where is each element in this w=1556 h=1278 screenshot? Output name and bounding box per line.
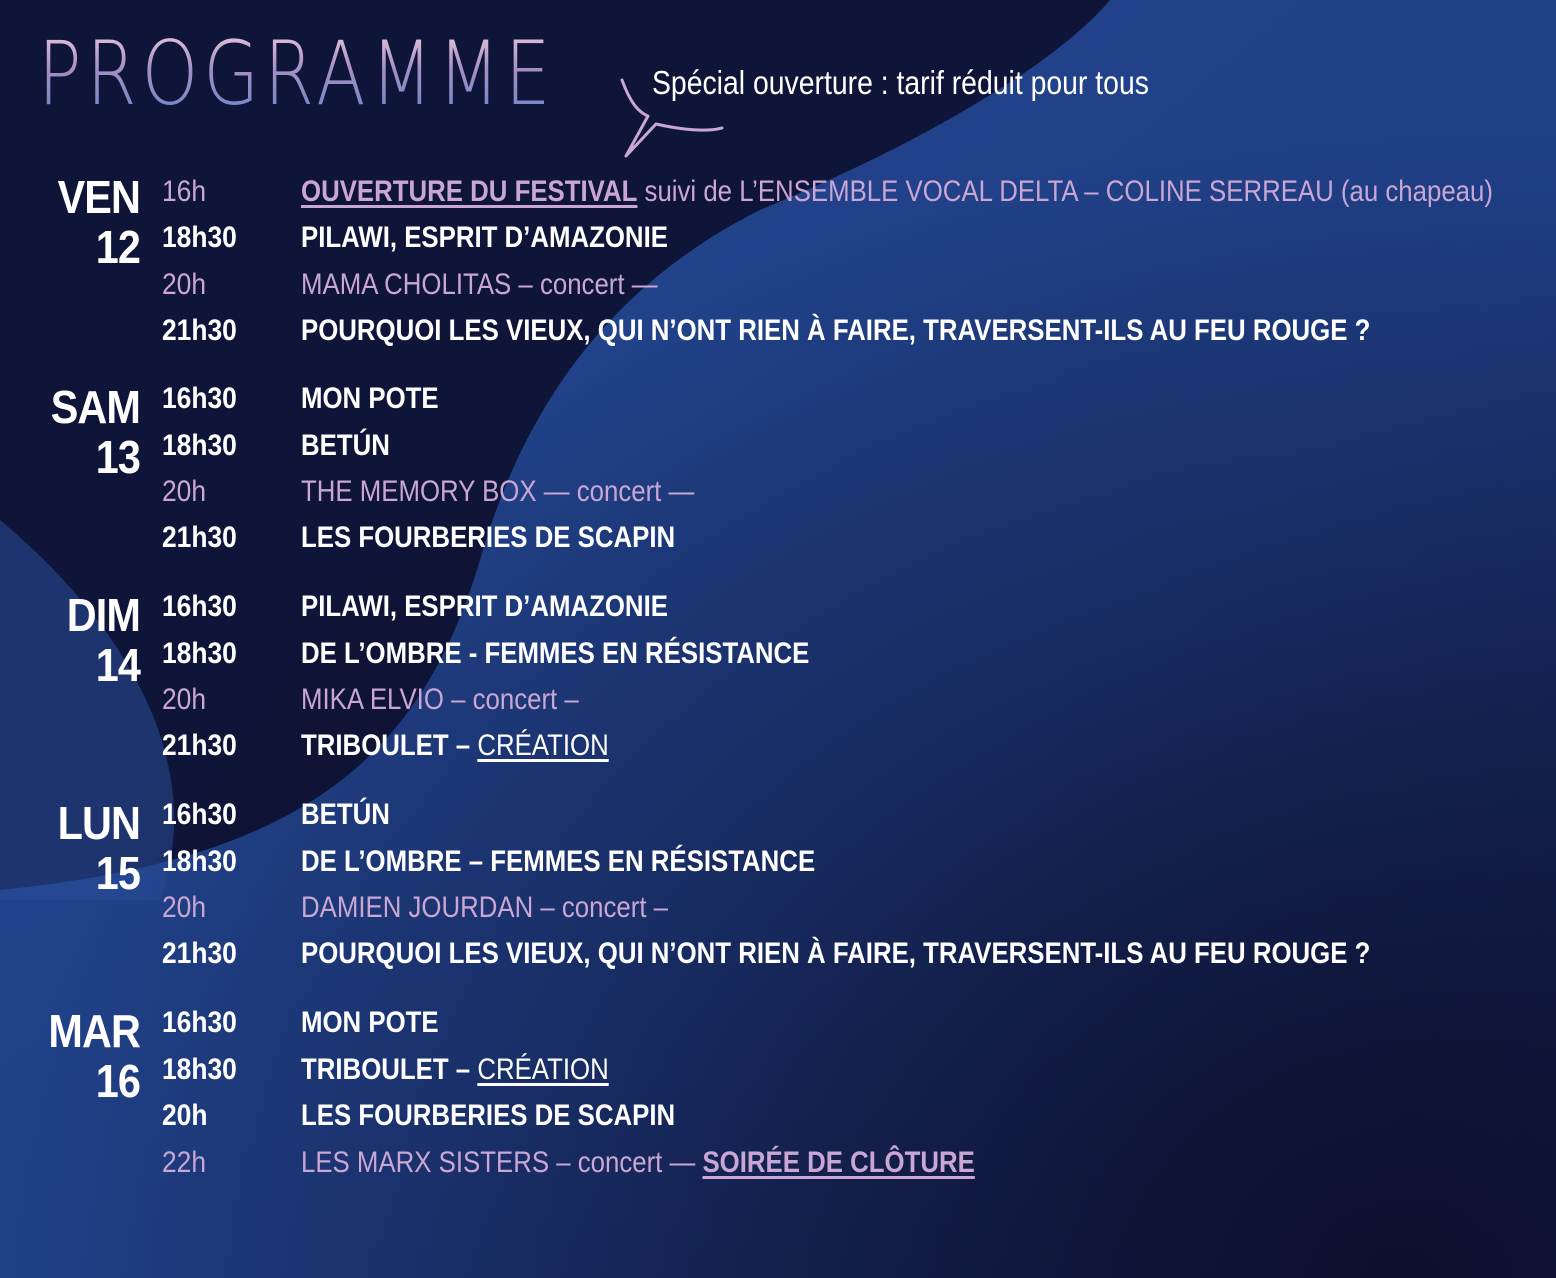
event-title: POURQUOI LES VIEUX, QUI N’ONT RIEN À FAIRE, TRAVERSENT-ILS AU FEU ROUGE ? — [301, 937, 1371, 970]
event-title: PILAWI, ESPRIT D’AMAZONIE — [301, 221, 668, 254]
event-time: 20h — [162, 683, 207, 716]
event-time: 18h30 — [162, 845, 237, 878]
creation-tag: CRÉATION — [477, 729, 609, 762]
event-detail: – concert — — [511, 268, 658, 301]
day-label — [14, 798, 140, 898]
event-title — [301, 888, 668, 928]
day-name: VEN — [57, 171, 140, 223]
day-number: 13 — [95, 431, 140, 483]
day-number: 15 — [95, 847, 140, 899]
event-time: 21h30 — [162, 729, 237, 762]
event-time: 21h30 — [162, 314, 237, 347]
event-title: LES FOURBERIES DE SCAPIN — [301, 521, 676, 554]
event-time: 20h — [162, 1099, 208, 1132]
event-time: 16h30 — [162, 798, 237, 831]
event-detail: suivi de L’ENSEMBLE VOCAL DELTA – COLINE SERREAU (au chapeau) — [637, 175, 1493, 208]
creation-tag: CRÉATION — [477, 1053, 609, 1086]
event-time: 21h30 — [162, 937, 237, 970]
event-detail: — concert — — [536, 475, 695, 508]
day-name: SAM — [50, 381, 141, 433]
event-title — [301, 1143, 975, 1183]
event-name: LES MARX SISTERS — [301, 1146, 550, 1179]
event-title — [301, 265, 658, 305]
page-title: PROGRAMME — [38, 22, 556, 125]
day-name: LUN — [57, 797, 140, 849]
event-time: 21h30 — [162, 521, 237, 554]
day-label — [14, 1006, 140, 1106]
event-name: TRIBOULET — [301, 729, 449, 762]
event-title — [301, 726, 609, 766]
event-time: 16h30 — [162, 590, 237, 623]
event-title: BETÚN — [301, 429, 390, 462]
event-title: MON POTE — [301, 382, 439, 415]
event-title — [301, 1050, 609, 1090]
day-number: 14 — [95, 639, 140, 691]
event-time: 18h30 — [162, 637, 237, 670]
event-detail: – concert — — [549, 1146, 703, 1179]
special-offer-text: Spécial ouverture : tarif réduit pour tous — [652, 64, 1149, 101]
event-title — [301, 172, 1493, 212]
event-name: OUVERTURE DU FESTIVAL — [301, 175, 638, 208]
day-name: DIM — [66, 589, 140, 641]
event-separator: – — [448, 1053, 478, 1086]
event-title — [301, 472, 694, 512]
event-title: PILAWI, ESPRIT D’AMAZONIE — [301, 590, 668, 623]
event-time: 16h30 — [162, 382, 237, 415]
event-time: 18h30 — [162, 221, 237, 254]
event-time: 20h — [162, 268, 207, 301]
event-time: 20h — [162, 891, 207, 924]
event-time: 18h30 — [162, 429, 237, 462]
event-title: POURQUOI LES VIEUX, QUI N’ONT RIEN À FAIRE, TRAVERSENT-ILS AU FEU ROUGE ? — [301, 314, 1371, 347]
event-time: 22h — [162, 1146, 207, 1179]
day-label — [14, 590, 140, 690]
event-name: TRIBOULET — [301, 1053, 449, 1086]
event-time: 16h30 — [162, 1006, 237, 1039]
event-detail: – concert – — [443, 683, 579, 716]
event-name: DAMIEN JOURDAN — [301, 891, 534, 924]
day-label — [14, 382, 140, 482]
event-title: MON POTE — [301, 1006, 439, 1039]
event-name: THE MEMORY BOX — [301, 475, 537, 508]
event-time: 16h — [162, 175, 207, 208]
event-title: DE L’OMBRE – FEMMES EN RÉSISTANCE — [301, 845, 816, 878]
event-time: 20h — [162, 475, 207, 508]
event-title — [301, 680, 579, 720]
day-number: 16 — [95, 1055, 140, 1107]
event-title: DE L’OMBRE - FEMMES EN RÉSISTANCE — [301, 637, 810, 670]
day-label — [14, 172, 140, 272]
event-title: BETÚN — [301, 798, 390, 831]
day-name: MAR — [48, 1005, 141, 1057]
day-number: 12 — [95, 221, 140, 273]
event-time: 18h30 — [162, 1053, 237, 1086]
event-name: MAMA CHOLITAS — [301, 268, 512, 301]
event-title: LES FOURBERIES DE SCAPIN — [301, 1099, 676, 1132]
closing-night-label: SOIRÉE DE CLÔTURE — [702, 1146, 975, 1179]
event-separator: – — [448, 729, 478, 762]
event-name: MIKA ELVIO — [301, 683, 444, 716]
event-detail: – concert – — [533, 891, 669, 924]
